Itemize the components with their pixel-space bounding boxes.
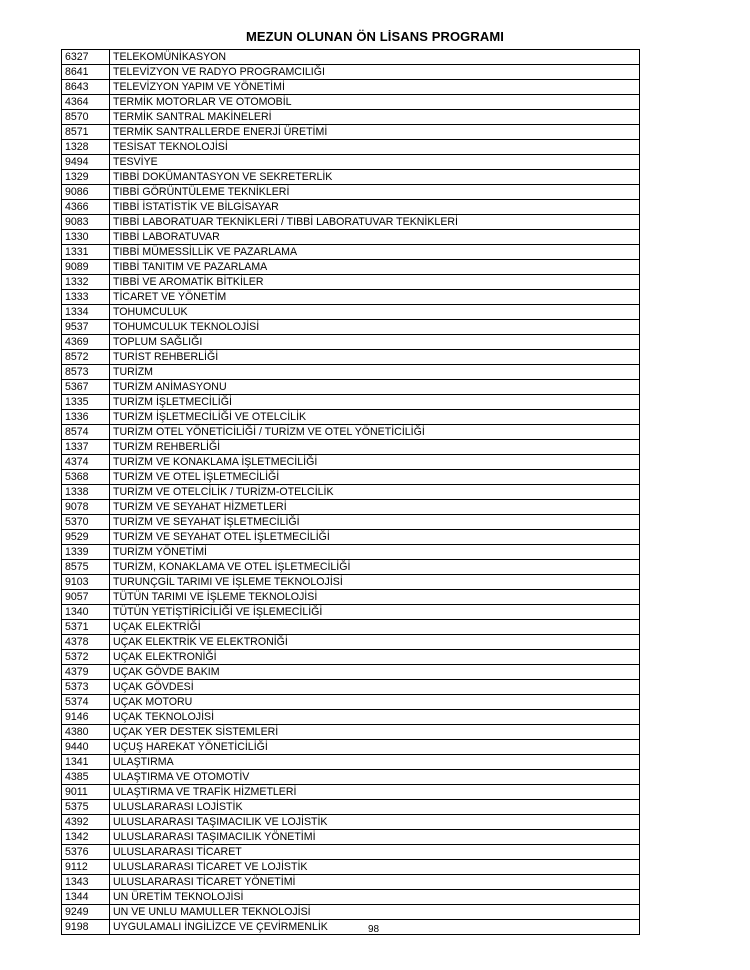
program-code-cell: 4378 (62, 635, 110, 650)
program-name-cell: TÜTÜN YETİŞTİRİCİLİĞİ VE İŞLEMECİLİĞİ (110, 605, 640, 620)
program-name-cell: ULUSLARARASI LOJİSTİK (110, 800, 640, 815)
table-row (62, 350, 640, 365)
program-name-cell: ULAŞTIRMA VE OTOMOTİV (110, 770, 640, 785)
table-row (62, 80, 640, 95)
program-name-cell: TURİZM VE SEYAHAT HİZMETLERİ (110, 500, 640, 515)
program-name-cell: UYGULAMALI İNGİLİZCE VE ÇEVİRMENLİK (110, 920, 640, 935)
program-name-cell: TELEKOMÜNİKASYON (110, 50, 640, 65)
table-row (62, 200, 640, 215)
table-row (62, 920, 640, 935)
table-row (62, 155, 640, 170)
program-code-cell: 9440 (62, 740, 110, 755)
program-name-cell: ULUSLARARASI TİCARET VE LOJİSTİK (110, 860, 640, 875)
program-code-cell: 1331 (62, 245, 110, 260)
table-row (62, 485, 640, 500)
program-code-cell: 9249 (62, 905, 110, 920)
program-name-cell: UÇAK TEKNOLOJİSİ (110, 710, 640, 725)
program-code-cell: 9494 (62, 155, 110, 170)
table-row (62, 335, 640, 350)
table-row (62, 620, 640, 635)
table-row (62, 665, 640, 680)
table-row (62, 410, 640, 425)
table-row (62, 260, 640, 275)
program-code-cell: 1337 (62, 440, 110, 455)
program-name-cell: TURİZM VE SEYAHAT İŞLETMECİLİĞİ (110, 515, 640, 530)
program-name-cell: UÇAK YER DESTEK SİSTEMLERİ (110, 725, 640, 740)
table-row (62, 785, 640, 800)
program-code-cell: 8575 (62, 560, 110, 575)
program-name-cell: UÇAK ELEKTRONİĞİ (110, 650, 640, 665)
program-name-cell: TURİZM VE OTELCİLİK / TURİZM-OTELCİLİK (110, 485, 640, 500)
program-name-cell: ULUSLARARASI TAŞIMACILIK YÖNETİMİ (110, 830, 640, 845)
program-code-cell: 1330 (62, 230, 110, 245)
table-row (62, 110, 640, 125)
program-name-cell: TELEVİZYON YAPIM VE YÖNETİMİ (110, 80, 640, 95)
program-code-cell: 4366 (62, 200, 110, 215)
program-code-cell: 9198 (62, 920, 110, 935)
program-name-cell: UÇAK ELEKTRİK VE ELEKTRONİĞİ (110, 635, 640, 650)
program-code-cell: 9112 (62, 860, 110, 875)
program-code-cell: 8573 (62, 365, 110, 380)
table-row (62, 845, 640, 860)
table-row (62, 395, 640, 410)
table-row (62, 440, 640, 455)
table-row (62, 230, 640, 245)
program-name-cell: TURUNÇGİL TARIMI VE İŞLEME TEKNOLOJİSİ (110, 575, 640, 590)
program-name-cell: TERMİK SANTRALLERDE ENERJİ ÜRETİMİ (110, 125, 640, 140)
program-name-cell: ULUSLARARASI TAŞIMACILIK VE LOJİSTİK (110, 815, 640, 830)
program-name-cell: TURİZM (110, 365, 640, 380)
program-name-cell: TURİZM YÖNETİMİ (110, 545, 640, 560)
program-name-cell: UÇAK GÖVDESİ (110, 680, 640, 695)
program-name-cell: TÜTÜN TARIMI VE İŞLEME TEKNOLOJİSİ (110, 590, 640, 605)
program-code-cell: 8641 (62, 65, 110, 80)
program-name-cell: TIBBİ TANITIM VE PAZARLAMA (110, 260, 640, 275)
program-name-cell: TURİZM İŞLETMECİLİĞİ VE OTELCİLİK (110, 410, 640, 425)
program-code-cell: 4369 (62, 335, 110, 350)
program-code-cell: 9083 (62, 215, 110, 230)
program-code-cell: 8643 (62, 80, 110, 95)
table-row (62, 875, 640, 890)
program-name-cell: TERMİK SANTRAL MAKİNELERİ (110, 110, 640, 125)
program-name-cell: UÇAK GÖVDE BAKIM (110, 665, 640, 680)
program-code-cell: 5376 (62, 845, 110, 860)
table-row (62, 575, 640, 590)
program-name-cell: ULUSLARARASI TİCARET YÖNETİMİ (110, 875, 640, 890)
table-row (62, 245, 640, 260)
table-row (62, 500, 640, 515)
program-code-cell: 5368 (62, 470, 110, 485)
program-code-cell: 1335 (62, 395, 110, 410)
program-code-cell: 9146 (62, 710, 110, 725)
program-name-cell: TOHUMCULUK (110, 305, 640, 320)
table-row (62, 185, 640, 200)
program-code-cell: 1343 (62, 875, 110, 890)
table-row (62, 320, 640, 335)
program-table-body (62, 50, 640, 935)
program-code-cell: 4364 (62, 95, 110, 110)
program-name-cell: UÇAK MOTORU (110, 695, 640, 710)
table-row (62, 710, 640, 725)
table-row (62, 695, 640, 710)
program-code-cell: 4379 (62, 665, 110, 680)
program-code-cell: 9057 (62, 590, 110, 605)
program-name-cell: TURİZM İŞLETMECİLİĞİ (110, 395, 640, 410)
program-code-cell: 5367 (62, 380, 110, 395)
table-row (62, 740, 640, 755)
program-name-cell: TOHUMCULUK TEKNOLOJİSİ (110, 320, 640, 335)
table-row (62, 515, 640, 530)
table-row (62, 545, 640, 560)
program-name-cell: TIBBİ MÜMESSİLLİK VE PAZARLAMA (110, 245, 640, 260)
program-name-cell: ULAŞTIRMA VE TRAFİK HİZMETLERİ (110, 785, 640, 800)
program-code-cell: 4392 (62, 815, 110, 830)
program-code-cell: 5375 (62, 800, 110, 815)
table-row (62, 770, 640, 785)
program-code-cell: 1342 (62, 830, 110, 845)
table-row (62, 635, 640, 650)
program-name-cell: UN ÜRETİM TEKNOLOJİSİ (110, 890, 640, 905)
program-name-cell: TURİZM OTEL YÖNETİCİLİĞİ / TURİZM VE OTEL YÖNETİCİLİĞİ (110, 425, 640, 440)
program-name-cell: TURİST REHBERLİĞİ (110, 350, 640, 365)
program-code-cell: 1340 (62, 605, 110, 620)
program-name-cell: TURİZM REHBERLİĞİ (110, 440, 640, 455)
program-code-cell: 1339 (62, 545, 110, 560)
program-table (61, 49, 640, 935)
program-code-cell: 5374 (62, 695, 110, 710)
program-name-cell: TERMİK MOTORLAR VE OTOMOBİL (110, 95, 640, 110)
table-row (62, 50, 640, 65)
program-name-cell: TIBBİ İSTATİSTİK VE BİLGİSAYAR (110, 200, 640, 215)
program-name-cell: UÇUŞ HAREKAT YÖNETİCİLİĞİ (110, 740, 640, 755)
program-code-cell: 5371 (62, 620, 110, 635)
table-row (62, 425, 640, 440)
table-row (62, 365, 640, 380)
table-row (62, 65, 640, 80)
table-row (62, 125, 640, 140)
table-row (62, 605, 640, 620)
program-name-cell: TOPLUM SAĞLIĞI (110, 335, 640, 350)
program-name-cell: TURİZM, KONAKLAMA VE OTEL İŞLETMECİLİĞİ (110, 560, 640, 575)
program-name-cell: TIBBİ VE AROMATİK BİTKİLER (110, 275, 640, 290)
table-row (62, 650, 640, 665)
program-code-cell: 1333 (62, 290, 110, 305)
program-code-cell: 1328 (62, 140, 110, 155)
program-name-cell: TIBBİ DOKÜMANTASYON VE SEKRETERLİK (110, 170, 640, 185)
page-number: 98 (368, 924, 380, 935)
table-row (62, 140, 640, 155)
table-row (62, 530, 640, 545)
program-code-cell: 1332 (62, 275, 110, 290)
table-row (62, 800, 640, 815)
table-row (62, 380, 640, 395)
program-code-cell: 1336 (62, 410, 110, 425)
program-code-cell: 4380 (62, 725, 110, 740)
program-code-cell: 5373 (62, 680, 110, 695)
program-code-cell: 6327 (62, 50, 110, 65)
table-row (62, 905, 640, 920)
program-code-cell: 9011 (62, 785, 110, 800)
table-row (62, 455, 640, 470)
program-name-cell: TIBBİ LABORATUVAR (110, 230, 640, 245)
program-code-cell: 8571 (62, 125, 110, 140)
program-code-cell: 1329 (62, 170, 110, 185)
program-code-cell: 1334 (62, 305, 110, 320)
table-row (62, 275, 640, 290)
program-name-cell: TURİZM VE OTEL İŞLETMECİLİĞİ (110, 470, 640, 485)
program-code-cell: 9529 (62, 530, 110, 545)
program-name-cell: TURİZM ANİMASYONU (110, 380, 640, 395)
program-name-cell: UÇAK ELEKTRİĞİ (110, 620, 640, 635)
table-row (62, 170, 640, 185)
program-code-cell: 9078 (62, 500, 110, 515)
program-code-cell: 9537 (62, 320, 110, 335)
program-code-cell: 1344 (62, 890, 110, 905)
page-title: MEZUN OLUNAN ÖN LİSANS PROGRAMI (245, 29, 505, 44)
table-row (62, 860, 640, 875)
program-code-cell: 8570 (62, 110, 110, 125)
table-row (62, 890, 640, 905)
program-name-cell: TIBBİ LABORATUAR TEKNİKLERİ / TIBBİ LABORATUVAR TEKNİKLERİ (110, 215, 640, 230)
program-name-cell: ULUSLARARASI TİCARET (110, 845, 640, 860)
program-code-cell: 8572 (62, 350, 110, 365)
table-row (62, 560, 640, 575)
table-row (62, 215, 640, 230)
table-row (62, 470, 640, 485)
program-code-cell: 5372 (62, 650, 110, 665)
program-name-cell: TESİSAT TEKNOLOJİSİ (110, 140, 640, 155)
program-code-cell: 4374 (62, 455, 110, 470)
table-row (62, 755, 640, 770)
table-row (62, 815, 640, 830)
table-row (62, 725, 640, 740)
table-row (62, 305, 640, 320)
table-row (62, 830, 640, 845)
table-row (62, 680, 640, 695)
program-code-cell: 9086 (62, 185, 110, 200)
program-name-cell: TURİZM VE SEYAHAT OTEL İŞLETMECİLİĞİ (110, 530, 640, 545)
program-name-cell: ULAŞTIRMA (110, 755, 640, 770)
program-name-cell: TELEVİZYON VE RADYO PROGRAMCILIĞI (110, 65, 640, 80)
program-name-cell: TESVİYE (110, 155, 640, 170)
program-name-cell: UN VE UNLU MAMULLER TEKNOLOJİSİ (110, 905, 640, 920)
table-row (62, 290, 640, 305)
program-name-cell: TIBBİ GÖRÜNTÜLEME TEKNİKLERİ (110, 185, 640, 200)
program-code-cell: 1341 (62, 755, 110, 770)
program-code-cell: 5370 (62, 515, 110, 530)
program-code-cell: 4385 (62, 770, 110, 785)
program-code-cell: 9089 (62, 260, 110, 275)
table-row (62, 590, 640, 605)
program-code-cell: 1338 (62, 485, 110, 500)
program-code-cell: 8574 (62, 425, 110, 440)
table-row (62, 95, 640, 110)
program-name-cell: TURİZM VE KONAKLAMA İŞLETMECİLİĞİ (110, 455, 640, 470)
program-code-cell: 9103 (62, 575, 110, 590)
program-name-cell: TİCARET VE YÖNETİM (110, 290, 640, 305)
